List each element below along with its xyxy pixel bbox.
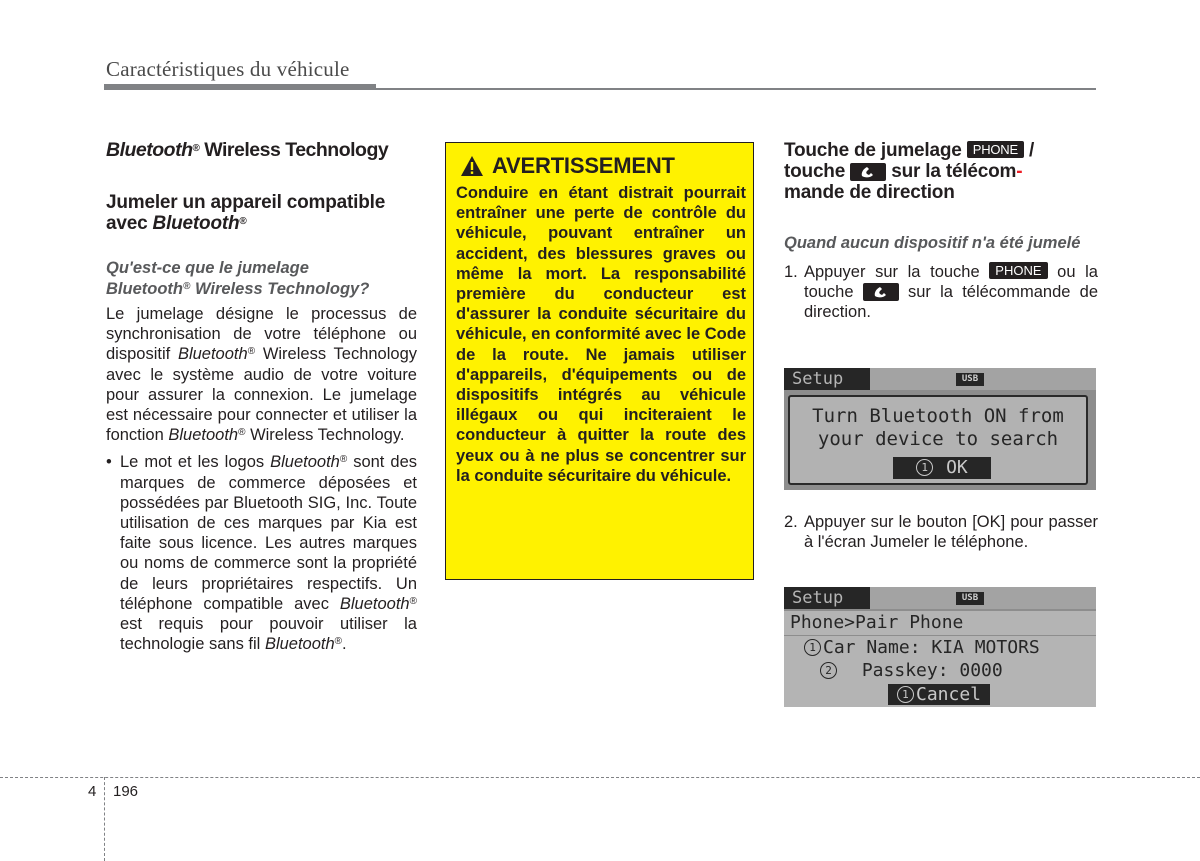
lcd-screen-search <box>784 368 1096 490</box>
question-heading: Qu'est-ce que le jumelage Bluetooth® Wireless Technology? <box>106 259 370 298</box>
page-number: 196 <box>113 783 139 800</box>
lcd-dialog <box>788 395 1088 485</box>
usb-icon: USB <box>956 373 984 386</box>
lcd-passkey: 2 Passkey: 0000 <box>820 660 1003 682</box>
phone-handset-icon <box>863 283 899 301</box>
footer-rule <box>0 777 1200 778</box>
lcd-message-line1: Turn Bluetooth ON from <box>812 405 1064 427</box>
warning-header <box>460 153 675 179</box>
lcd-ok-button: 1 OK <box>893 457 991 479</box>
lcd-setup-label: Setup <box>784 368 870 390</box>
column-right <box>784 140 1098 323</box>
phone-key-label: PHONE <box>967 141 1024 158</box>
list-item-trademark: • Le mot et les logos Bluetooth® sont des marques de commerce déposées et possédées par Bluetooth SIG, Inc. Toute utilisation de ces marques par Kia est faite sous licence. Les autres marques ou noms de commerce sont la propriété de leurs propriétaires respectifs. Un téléphone compatible avec Bluetooth® est requis pour pouvoir utiliser la technologie sans fil Bluetooth®. <box>106 453 417 654</box>
step-1: 1. Appuyer sur la touche PHONE ou la touche sur la télécommande de direction. <box>784 263 1098 322</box>
subheading-pairing: Jumeler un appareil compatible avec Bluetooth® <box>106 192 386 234</box>
column-left <box>106 138 417 654</box>
lcd-message-line2: your device to search <box>817 428 1059 450</box>
step-2: 2. Appuyer sur le bouton [OK] pour passer à l'écran Jumeler le téléphone. <box>784 513 1098 552</box>
usb-icon: USB <box>956 592 984 605</box>
paragraph-pairing: Le jumelage désigne le processus de synchronisation de votre téléphone ou dispositif Bluetooth® Wireless Technology avec le système audio de votre voiture pour assurer la connexion. Le jumelage est nécessaire pour connecter et utiliser la fonction Bluetooth® Wireless Technology. <box>106 305 417 445</box>
phone-key-label: PHONE <box>989 262 1047 279</box>
warning-box <box>445 142 754 580</box>
warning-title: AVERTISSEMENT <box>492 153 675 178</box>
lcd-car-name: 1 Car Name: KIA MOTORS <box>804 637 1040 659</box>
condition-heading: Quand aucun dispositif n'a été jumelé <box>784 234 1081 252</box>
warning-text: Conduire en étant distrait pourrait entraîner une perte de contrôle du véhicule, pouvant entraîner un accident, des blessures graves ou même la mort. La responsabilité première du conducteur est d'assurer la conduite sécuritaire du véhicule, en conformité avec le Code de la route. Ne jamais utiliser d'appareils, d'équipements ou de dispositifs intégrés au véhicule illégaux ou qui inciteraient le conducteur à quitter la route des yeux ou à ne plus se concentrer sur la conduite sécuritaire du véhicule. <box>456 184 746 485</box>
chapter-number: 4 <box>88 783 97 800</box>
subheading-phone-key: Touche de jumelage PHONE / touche sur la télécom- mande de direction <box>784 140 1035 203</box>
column-right-step2 <box>784 512 1098 552</box>
footer-divider <box>104 777 105 861</box>
lcd-path: Phone>Pair Phone <box>784 611 1096 635</box>
lcd-setup-label: Setup <box>784 587 870 609</box>
warning-triangle-icon <box>460 155 484 177</box>
lcd-pair-info <box>784 636 1096 707</box>
header-rule-thin <box>376 88 1096 90</box>
page-header-title: Caractéristiques du véhicule <box>106 57 350 81</box>
lcd-screen-pair-phone <box>784 587 1096 707</box>
lcd-cancel-button: 1 Cancel <box>888 684 990 705</box>
header-rule-thick <box>104 84 376 90</box>
section-title: Bluetooth® Wireless Technology <box>106 139 389 161</box>
phone-handset-icon <box>850 163 886 181</box>
